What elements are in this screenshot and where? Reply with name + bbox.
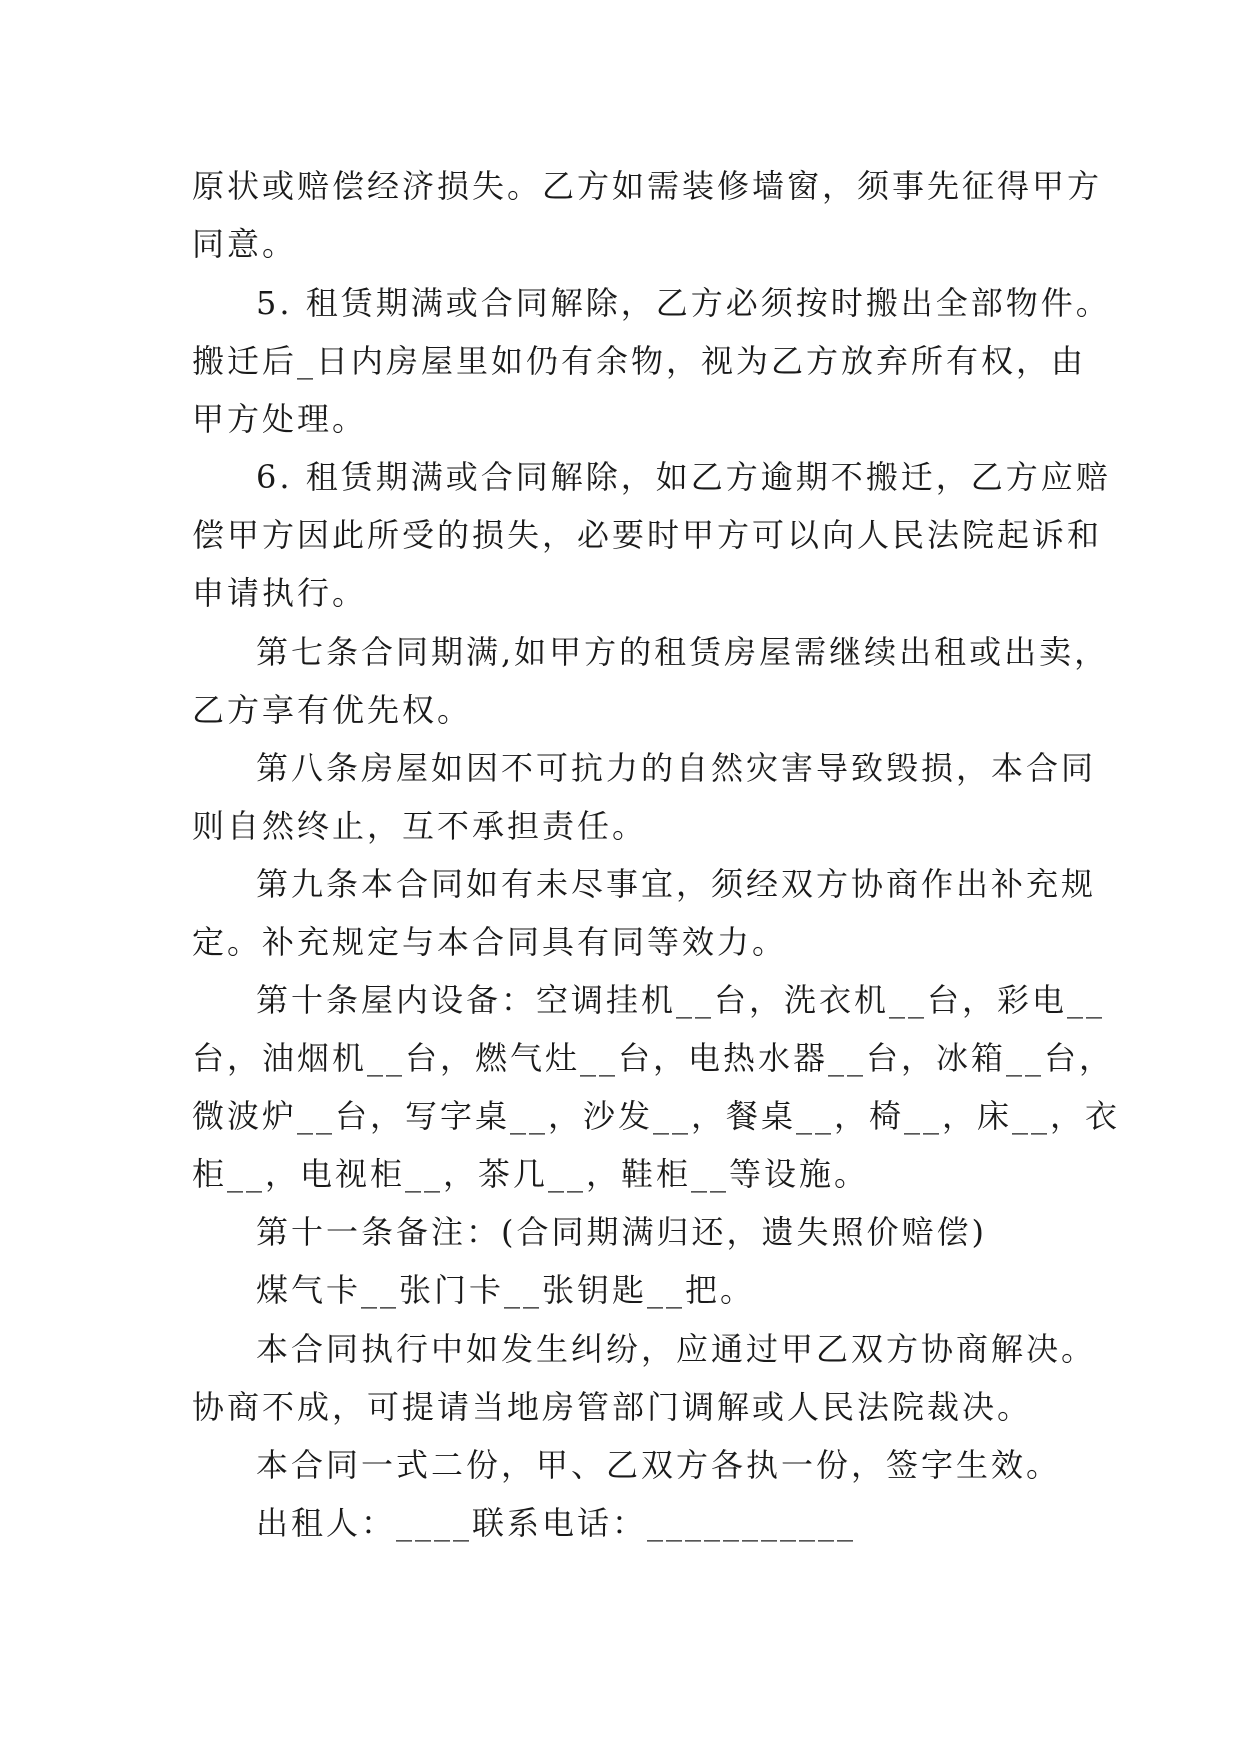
- paragraph-line: 甲方处理。: [192, 400, 368, 438]
- paragraph-line: 定。补充规定与本合同具有同等效力。: [192, 923, 788, 961]
- paragraph-line: 乙方享有优先权。: [192, 691, 473, 729]
- paragraph-line: 同意。: [192, 225, 298, 263]
- article-11-line: 第十一条备注：(合同期满归还，遗失照价赔偿): [256, 1213, 987, 1251]
- paragraph-line: 原状或赔偿经济损失。乙方如需装修墙窗，须事先征得甲方: [192, 167, 1103, 205]
- paragraph-line: 台，油烟机__台，燃气灶__台，电热水器__台，冰箱__台，: [192, 1039, 1115, 1077]
- article-8-line: 第八条房屋如因不可抗力的自然灾害导致毁损，本合同: [256, 749, 1097, 787]
- paragraph-line: 申请执行。: [192, 574, 368, 612]
- paragraph-line: 偿甲方因此所受的损失，必要时甲方可以向人民法院起诉和: [192, 516, 1103, 554]
- paragraph-line: 柜__，电视柜__，茶几__，鞋柜__等设施。: [192, 1155, 870, 1193]
- copies-line: 本合同一式二份，甲、乙双方各执一份，签字生效。: [256, 1446, 1062, 1484]
- paragraph-line: 煤气卡__张门卡__张钥匙__把。: [256, 1271, 756, 1309]
- article-9-line: 第九条本合同如有未尽事宜，须经双方协商作出补充规: [256, 865, 1097, 903]
- clause-6-line: 6. 租赁期满或合同解除，如乙方逾期不搬迁，乙方应赔: [256, 458, 1111, 496]
- lessor-signature-line: 出租人：____联系电话：___________: [256, 1504, 857, 1542]
- paragraph-line: 搬迁后_日内房屋里如仍有余物，视为乙方放弃所有权，由: [192, 342, 1087, 380]
- article-10-line: 第十条屋内设备：空调挂机__台，洗衣机__台，彩电__: [256, 981, 1106, 1019]
- article-7-line: 第七条合同期满,如甲方的租赁房屋需继续出租或出卖，: [256, 633, 1110, 671]
- paragraph-line: 协商不成，可提请当地房管部门调解或人民法院裁决。: [192, 1388, 1033, 1426]
- clause-5-line: 5. 租赁期满或合同解除，乙方必须按时搬出全部物件。: [256, 284, 1111, 322]
- dispute-line: 本合同执行中如发生纠纷，应通过甲乙双方协商解决。: [256, 1330, 1097, 1368]
- paragraph-line: 则自然终止，互不承担责任。: [192, 807, 648, 845]
- paragraph-line: 微波炉__台，写字桌__，沙发__，餐桌__，椅__，床__，衣: [192, 1097, 1121, 1135]
